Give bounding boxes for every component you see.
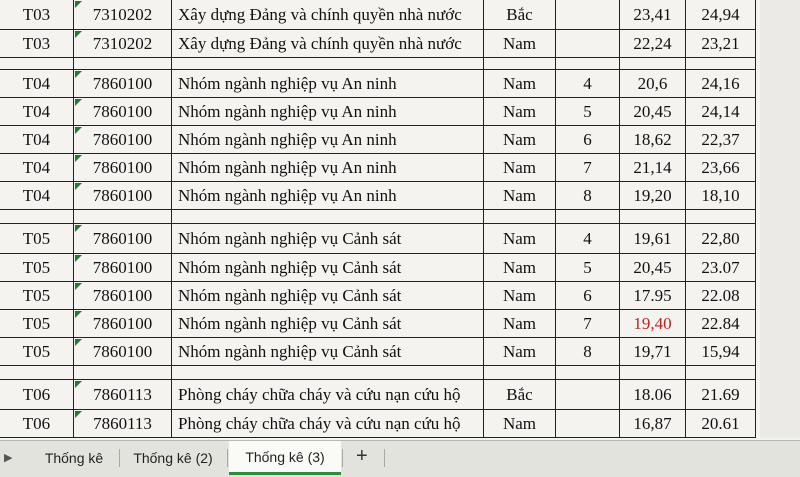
cell-code[interactable]: T05 [0, 282, 74, 310]
cell-code[interactable]: T05 [0, 338, 74, 366]
cell-group[interactable] [556, 366, 620, 380]
cell-major-name[interactable]: Nhóm ngành nghiệp vụ An ninh [172, 98, 484, 126]
cell-major-name[interactable]: Nhóm ngành nghiệp vụ An ninh [172, 182, 484, 210]
cell-group[interactable] [556, 410, 620, 438]
cell-code[interactable]: T03 [0, 30, 74, 58]
cell-group[interactable]: 6 [556, 282, 620, 310]
cell-region[interactable]: Bắc [484, 0, 556, 30]
table-row [0, 0, 800, 30]
cell-region[interactable]: Nam [484, 30, 556, 58]
cell-region[interactable]: Nam [484, 126, 556, 154]
cell-region[interactable] [484, 58, 556, 70]
grid-margin [760, 0, 800, 30]
cell-major-code[interactable]: 7860100 [74, 310, 172, 338]
grid-margin [760, 154, 800, 182]
cell-group[interactable]: 4 [556, 70, 620, 98]
cell-major-code[interactable]: 7310202 [74, 30, 172, 58]
cell-score-2[interactable]: 22.08 [686, 282, 756, 310]
cell-score-2[interactable]: 24,14 [686, 98, 756, 126]
cell-major-code[interactable]: 7860113 [74, 380, 172, 410]
tab-label: Thống kê [44, 450, 104, 466]
cell-score-1[interactable] [620, 366, 686, 380]
cell-region[interactable]: Nam [484, 282, 556, 310]
cell-major-name[interactable]: Nhóm ngành nghiệp vụ An ninh [172, 126, 484, 154]
cell-score-2[interactable]: 15,94 [686, 338, 756, 366]
cell-major-code[interactable] [74, 366, 172, 380]
cell-region[interactable]: Nam [484, 254, 556, 282]
cell-major-code[interactable]: 7860100 [74, 182, 172, 210]
tab-thong-ke-2[interactable] [120, 441, 226, 475]
cell-major-name[interactable] [172, 210, 484, 224]
sheet-tab-bar [0, 440, 800, 477]
cell-major-code[interactable]: 7860100 [74, 126, 172, 154]
cell-group[interactable]: 6 [556, 126, 620, 154]
cell-code[interactable]: T04 [0, 182, 74, 210]
grid-margin [760, 126, 800, 154]
table-row [0, 310, 800, 338]
cell-score-1[interactable]: 21,14 [620, 154, 686, 182]
cell-major-code[interactable]: 7860100 [74, 338, 172, 366]
cell-score-2[interactable]: 24,94 [686, 0, 756, 30]
cell-score-2[interactable]: 22,37 [686, 126, 756, 154]
cell-major-code[interactable]: 7860113 [74, 410, 172, 438]
cell-code[interactable]: T06 [0, 410, 74, 438]
cell-major-name[interactable]: Nhóm ngành nghiệp vụ An ninh [172, 154, 484, 182]
table-row [0, 338, 800, 366]
cell-code[interactable]: T06 [0, 380, 74, 410]
cell-major-name[interactable]: Nhóm ngành nghiệp vụ Cảnh sát [172, 310, 484, 338]
cell-region[interactable] [484, 366, 556, 380]
grid-margin [760, 338, 800, 366]
cell-code[interactable]: T05 [0, 310, 74, 338]
cell-major-name[interactable]: Phòng cháy chữa cháy và cứu nạn cứu hộ [172, 410, 484, 438]
cell-score-1[interactable] [620, 58, 686, 70]
cell-major-name[interactable]: Nhóm ngành nghiệp vụ Cảnh sát [172, 282, 484, 310]
cell-major-code[interactable]: 7860100 [74, 282, 172, 310]
spacer-row [0, 366, 800, 380]
cell-score-1[interactable]: 18.06 [620, 380, 686, 410]
cell-score-2[interactable] [686, 210, 756, 224]
grid-margin [760, 254, 800, 282]
table-row [0, 224, 800, 254]
cell-group[interactable]: 8 [556, 182, 620, 210]
cell-group[interactable]: 4 [556, 224, 620, 254]
cell-region[interactable]: Nam [484, 70, 556, 98]
cell-region[interactable]: Nam [484, 310, 556, 338]
grid-margin [760, 224, 800, 254]
grid-margin [760, 380, 800, 410]
cell-score-1[interactable]: 20,45 [620, 98, 686, 126]
cell-group[interactable] [556, 30, 620, 58]
cell-group[interactable] [556, 380, 620, 410]
tab-thong-ke[interactable] [30, 441, 118, 475]
tab-separator [342, 449, 343, 467]
table-row [0, 126, 800, 154]
tab-separator [227, 449, 228, 467]
cell-code[interactable]: T04 [0, 126, 74, 154]
grid-margin [760, 58, 800, 70]
cell-major-name[interactable]: Nhóm ngành nghiệp vụ Cảnh sát [172, 338, 484, 366]
cell-code[interactable]: T05 [0, 254, 74, 282]
spacer-row [0, 58, 800, 70]
tab-label: Thống kê (2) [133, 450, 213, 466]
cell-major-code[interactable]: 7860100 [74, 224, 172, 254]
table-row [0, 380, 800, 410]
table-row [0, 98, 800, 126]
table-row [0, 154, 800, 182]
cell-score-1[interactable]: 20,45 [620, 254, 686, 282]
cell-code[interactable]: T04 [0, 70, 74, 98]
cell-region[interactable]: Nam [484, 410, 556, 438]
grid-margin [760, 70, 800, 98]
cell-score-1[interactable]: 19,40 [620, 310, 686, 338]
table-row [0, 70, 800, 98]
cell-region[interactable]: Nam [484, 98, 556, 126]
tab-label: Thống kê (3) [245, 448, 325, 465]
cell-major-name[interactable]: Xây dựng Đảng và chính quyền nhà nước [172, 30, 484, 58]
cell-score-1[interactable]: 17.95 [620, 282, 686, 310]
cell-major-code[interactable] [74, 210, 172, 224]
cell-score-2[interactable]: 22.84 [686, 310, 756, 338]
grid-margin [760, 182, 800, 210]
cell-region[interactable]: Nam [484, 182, 556, 210]
tab-thong-ke-3[interactable] [229, 441, 341, 475]
cell-code[interactable] [0, 58, 74, 70]
cell-score-1[interactable]: 18,62 [620, 126, 686, 154]
grid-margin [760, 30, 800, 58]
cell-region[interactable]: Bắc [484, 380, 556, 410]
cell-code[interactable] [0, 210, 74, 224]
cell-score-2[interactable]: 20.61 [686, 410, 756, 438]
cell-score-2[interactable]: 21.69 [686, 380, 756, 410]
cell-major-name[interactable] [172, 366, 484, 380]
cell-group[interactable] [556, 210, 620, 224]
cell-score-2[interactable]: 23,66 [686, 154, 756, 182]
grid-margin [760, 98, 800, 126]
cell-group[interactable]: 5 [556, 254, 620, 282]
cell-score-1[interactable]: 20,6 [620, 70, 686, 98]
cell-major-name[interactable]: Nhóm ngành nghiệp vụ An ninh [172, 70, 484, 98]
cell-major-name[interactable]: Xây dựng Đảng và chính quyền nhà nước [172, 0, 484, 30]
cell-major-code[interactable]: 7860100 [74, 154, 172, 182]
table-row [0, 30, 800, 58]
tab-separator [384, 449, 385, 467]
cell-score-2[interactable]: 23.07 [686, 254, 756, 282]
cell-score-1[interactable]: 23,41 [620, 0, 686, 30]
cell-major-code[interactable] [74, 58, 172, 70]
table-row [0, 182, 800, 210]
sheet-nav-arrow-icon[interactable]: ▶ [4, 452, 13, 464]
cell-score-1[interactable]: 22,24 [620, 30, 686, 58]
cell-region[interactable]: Nam [484, 154, 556, 182]
table-row [0, 282, 800, 310]
cell-score-2[interactable]: 23,21 [686, 30, 756, 58]
cell-score-2[interactable] [686, 366, 756, 380]
cell-major-code[interactable]: 7860100 [74, 98, 172, 126]
cell-region[interactable]: Nam [484, 224, 556, 254]
grid-margin [760, 210, 800, 224]
cell-region[interactable] [484, 210, 556, 224]
cell-score-1[interactable]: 19,61 [620, 224, 686, 254]
cell-major-code[interactable]: 7310202 [74, 0, 172, 30]
cell-region[interactable]: Nam [484, 338, 556, 366]
cell-score-1[interactable]: 16,87 [620, 410, 686, 438]
cell-code[interactable]: T04 [0, 98, 74, 126]
cell-group[interactable]: 5 [556, 98, 620, 126]
cell-score-2[interactable] [686, 58, 756, 70]
cell-score-1[interactable] [620, 210, 686, 224]
cell-major-name[interactable]: Nhóm ngành nghiệp vụ Cảnh sát [172, 224, 484, 254]
cell-major-code[interactable]: 7860100 [74, 70, 172, 98]
cell-major-name[interactable]: Nhóm ngành nghiệp vụ Cảnh sát [172, 254, 484, 282]
grid-margin [760, 410, 800, 438]
cell-score-2[interactable]: 24,16 [686, 70, 756, 98]
table-row [0, 254, 800, 282]
cell-score-1[interactable]: 19,20 [620, 182, 686, 210]
grid-margin [760, 282, 800, 310]
cell-major-name[interactable]: Phòng cháy chữa cháy và cứu nạn cứu hộ [172, 380, 484, 410]
grid-margin [760, 310, 800, 338]
cell-group[interactable]: 7 [556, 154, 620, 182]
cell-major-code[interactable]: 7860100 [74, 254, 172, 282]
cell-score-2[interactable]: 18,10 [686, 182, 756, 210]
cell-score-2[interactable]: 22,80 [686, 224, 756, 254]
cell-code[interactable]: T05 [0, 224, 74, 254]
cell-group[interactable]: 7 [556, 310, 620, 338]
cell-score-1[interactable]: 19,71 [620, 338, 686, 366]
cell-group[interactable] [556, 58, 620, 70]
add-sheet-button[interactable]: + [356, 445, 368, 467]
cell-group[interactable]: 8 [556, 338, 620, 366]
cell-code[interactable] [0, 366, 74, 380]
spacer-row [0, 210, 800, 224]
cell-group[interactable] [556, 0, 620, 30]
cell-code[interactable]: T04 [0, 154, 74, 182]
cell-major-name[interactable] [172, 58, 484, 70]
grid-margin [760, 366, 800, 380]
cell-code[interactable]: T03 [0, 0, 74, 30]
table-row [0, 410, 800, 438]
